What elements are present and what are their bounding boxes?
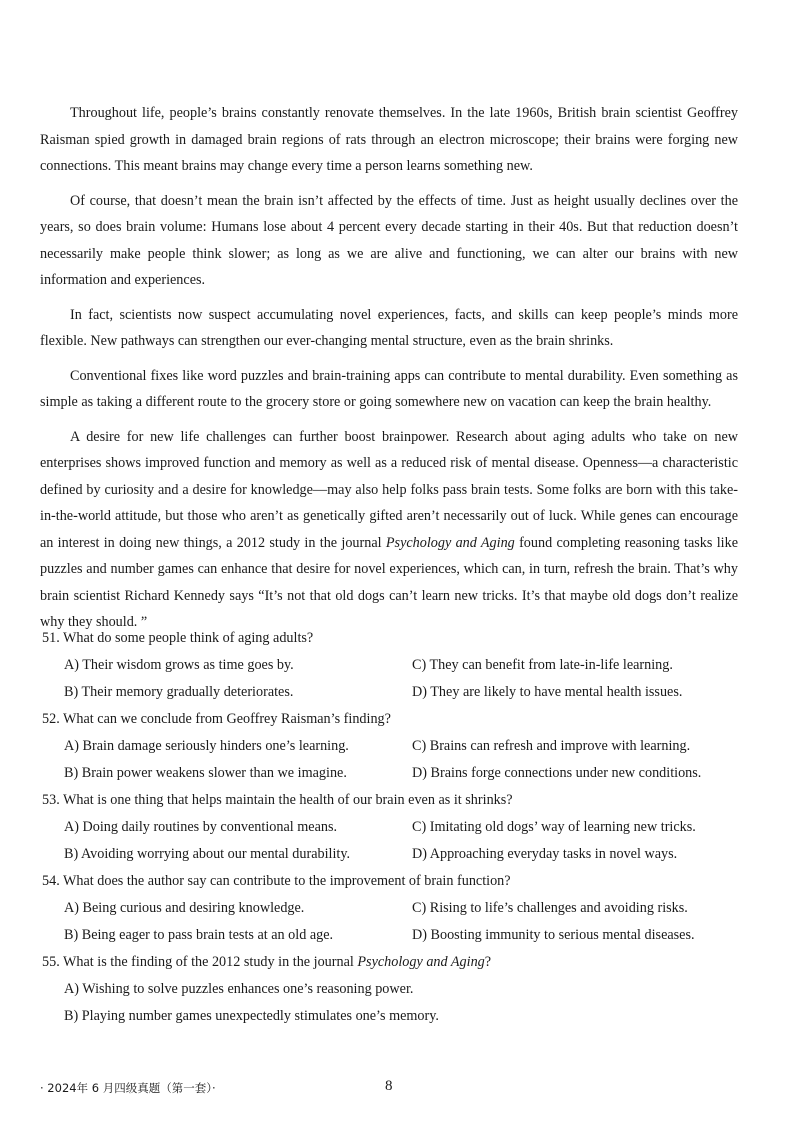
question-55 [42,949,742,1030]
option-d[interactable]: D) Approaching everyday tasks in novel ways. [412,846,678,862]
paragraph-5-part-1: A desire for new life challenges can further boost brainpower. Research about aging adults who take on new enterprises shows improved function and memory as well as a reduced risk of mental disease. Openness—a characteristic defined by curiosity and a desire for knowledge—may also help folks pass brain tests. Some folks are born with this take-in-the-world attitude, but those who aren’t as genetically gifted aren’t necessarily out of luck. While genes can encourage an interest in doing new things, a 2012 study in the journal [40,428,738,551]
question-stem: 54. What does the author say can contribute to the improvement of brain function? [42,873,511,889]
question-53 [42,787,742,868]
option-c[interactable]: C) They can benefit from late-in-life learning. [412,657,673,673]
option-b[interactable]: B) Their memory gradually deteriorates. [64,684,294,700]
option-b[interactable]: B) Playing number games unexpectedly stimulates one’s memory. [64,1008,439,1024]
option-c[interactable]: C) Rising to life’s challenges and avoiding risks. [412,900,688,916]
option-b[interactable]: B) Brain power weakens slower than we imagine. [64,765,347,781]
question-54 [42,868,742,949]
option-c[interactable]: C) Brains can refresh and improve with learning. [412,738,691,754]
option-a[interactable]: A) Being curious and desiring knowledge. [64,900,305,916]
question-stem: 53. What is one thing that helps maintain the health of our brain even as it shrinks? [42,792,513,808]
option-d[interactable]: D) Brains forge connections under new conditions. [412,765,702,781]
passage-paragraph-3: In fact, scientists now suspect accumulating novel experiences, facts, and skills can keep people’s minds more flexible. New pathways can strengthen our ever-changing mental structure, even as the brain shrinks. [40,306,738,349]
journal-title: Psychology and Aging [385,534,515,551]
page-footer [40,1076,740,1100]
reading-passage [40,100,738,644]
page-number: 8 [385,1078,393,1094]
option-d[interactable]: D) They are likely to have mental health issues. [412,684,683,700]
option-a[interactable]: A) Wishing to solve puzzles enhances one’s reasoning power. [64,981,414,997]
question-list [42,625,742,1030]
option-d[interactable]: D) Boosting immunity to serious mental diseases. [412,927,695,943]
passage-paragraph-4: Conventional fixes like word puzzles and brain-training apps can contribute to mental durability. Even something as simple as taking a different route to the grocery store or going somewhere new on vacation can keep the brain healthy. [40,367,738,410]
stem-part-1: 55. What is the finding of the 2012 study in the journal [42,954,358,970]
question-stem [42,949,742,976]
option-b[interactable]: B) Avoiding worrying about our mental durability. [64,846,351,862]
passage-paragraph-2: Of course, that doesn’t mean the brain isn’t affected by the effects of time. Just as height usually declines over the years, so does brain volume: Humans lose about 4 percent every decade starting in their 40s. But that reduction doesn’t necessarily make people think slower; as long as we are alive and functioning, we can alter our brains with new information and experiences. [40,192,738,288]
passage-paragraph-1: Throughout life, people’s brains constantly renovate themselves. In the late 1960s, British brain scientist Geoffrey Raisman spied growth in damaged brain regions of rats through an electron microscope; their brains were forging new connections. This meant brains may change every time a person learns something new. [40,105,738,174]
option-c[interactable]: C) Imitating old dogs’ way of learning new tricks. [412,819,696,835]
journal-title: Psychology and Aging [357,954,485,970]
question-stem: 52. What can we conclude from Geoffrey Raisman’s finding? [42,711,391,727]
option-a[interactable]: A) Doing daily routines by conventional means. [64,819,338,835]
option-a[interactable]: A) Their wisdom grows as time goes by. [64,657,294,673]
question-52 [42,706,742,787]
stem-part-2: ? [484,954,492,970]
option-a[interactable]: A) Brain damage seriously hinders one’s learning. [64,738,349,754]
passage-paragraph-5 [40,424,738,636]
paragraph-5-part-2: found completing reasoning tasks like puzzles and number games can enhance that desire for novel experiences, which can, in turn, refresh the brain. That’s why brain scientist Richard Kennedy says “It’s not that old dogs can’t learn new tricks. It’s that maybe old dogs don’t realize why they should. ” [40,534,738,630]
exam-title-footer: · 2024年 6 月四级真题（第一套）· [40,1081,216,1095]
question-51 [42,625,742,706]
question-stem: 51. What do some people think of aging adults? [42,630,314,646]
option-b[interactable]: B) Being eager to pass brain tests at an old age. [64,927,334,943]
